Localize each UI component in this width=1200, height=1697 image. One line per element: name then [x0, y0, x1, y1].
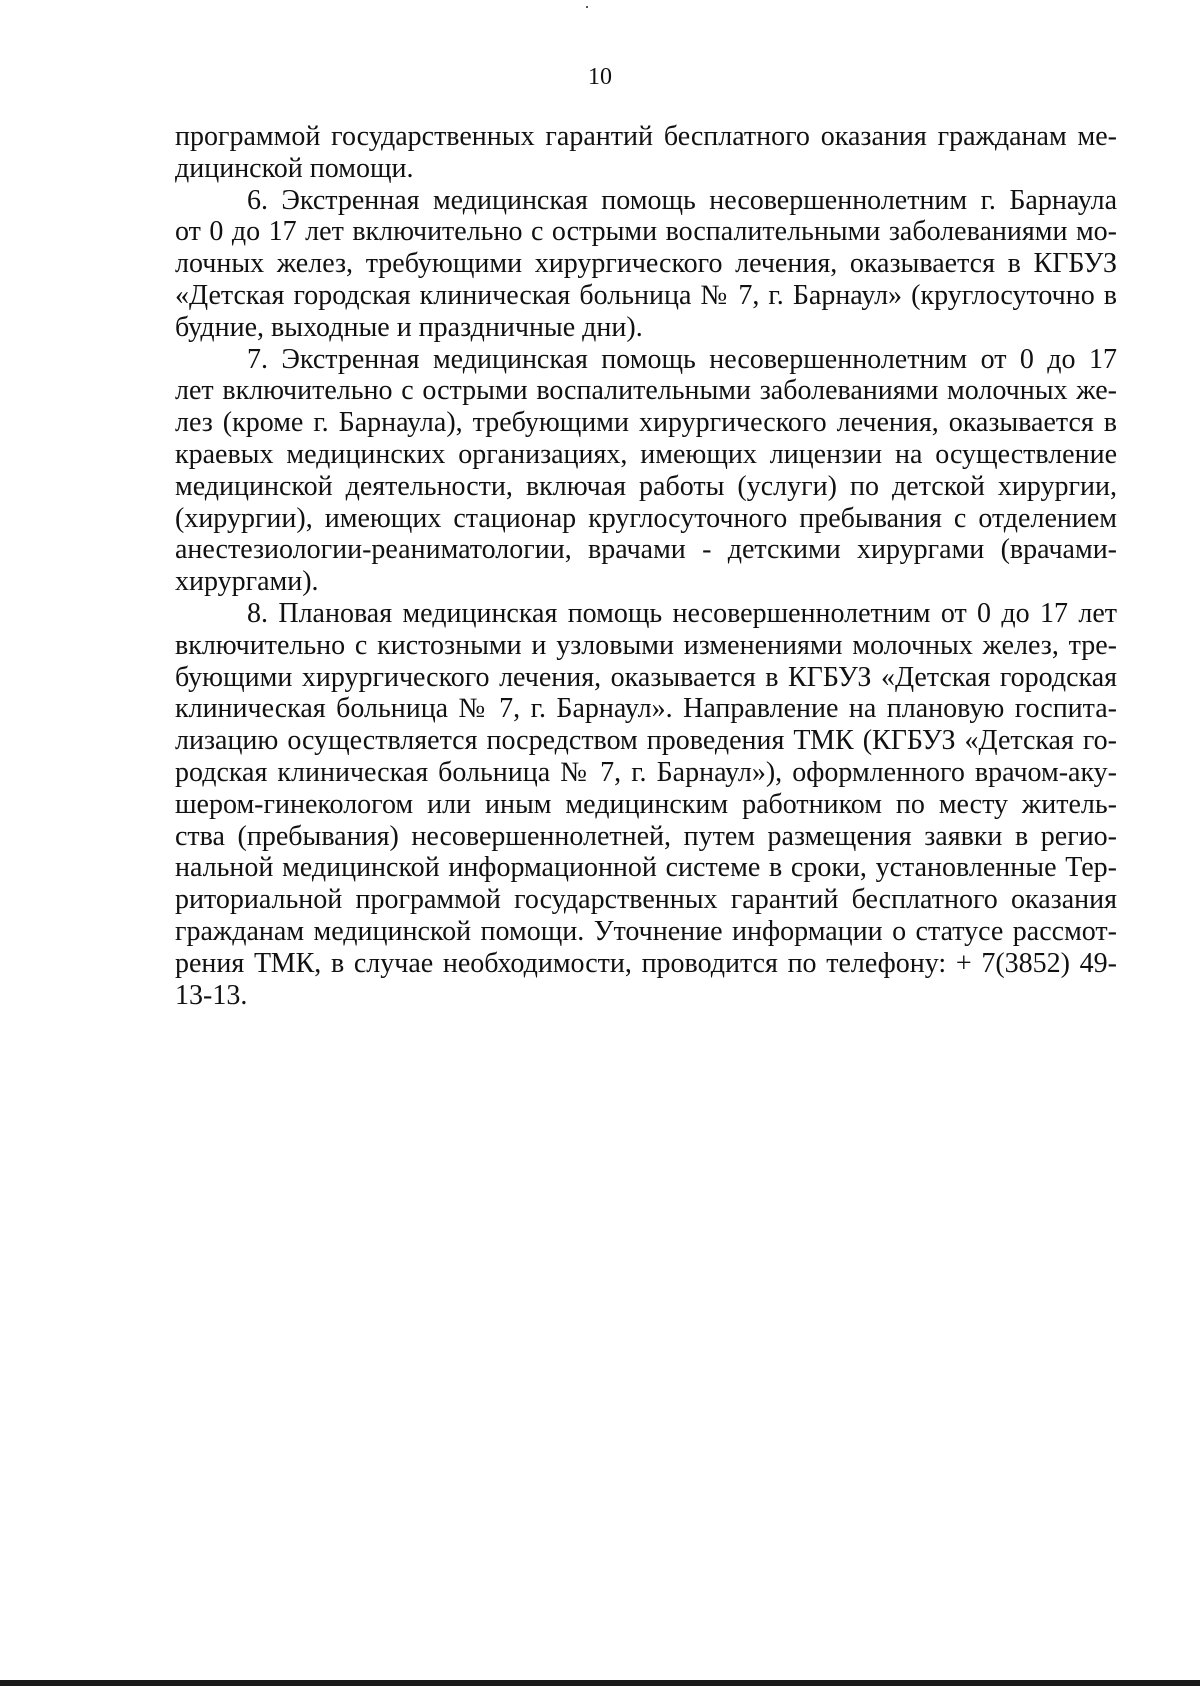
text-line: лет включительно с острыми воспалительными заболеваниями молочных же-: [175, 375, 1117, 407]
text-line: лочных желез, требующими хирургического лечения, оказывается в КГБУЗ: [175, 248, 1117, 280]
page-bottom-edge: [0, 1680, 1200, 1686]
text-line: краевых медицинских организациях, имеющих лицензии на осуществление: [175, 438, 1117, 470]
text-line: лез (кроме г. Барнаула), требующими хирургического лечения, оказывается в: [175, 407, 1117, 439]
text-line: шером-гинекологом или иным медицинским работником по месту житель-: [175, 788, 1117, 820]
text-line: программой государственных гарантий бесплатного оказания гражданам ме-: [175, 121, 1117, 152]
text-line: ства (пребывания) несовершеннолетней, путем размещения заявки в регио-: [175, 820, 1117, 852]
text-line: анестезиологии-реаниматологии, врачами - детскими хирургами (врачами-: [175, 534, 1117, 566]
text-line: клиническая больница № 7, г. Барнаул». Направление на плановую госпита-: [175, 693, 1117, 725]
text-line: 6. Экстренная медицинская помощь несовершеннолетним г. Барнаула: [247, 184, 1117, 216]
text-line: риториальной программой государственных гарантий бесплатного оказания: [175, 884, 1117, 916]
text-line: гражданам медицинской помощи. Уточнение информации о статусе рассмот-: [175, 915, 1117, 947]
document-body: [175, 121, 1117, 1011]
text-line: 13-13.: [175, 979, 248, 1011]
text-line: (хирургии), имеющих стационар круглосуточного пребывания с отделением: [175, 502, 1117, 534]
text-line: бующими хирургического лечения, оказывается в КГБУЗ «Детская городская: [175, 661, 1117, 693]
text-line: рения ТМК, в случае необходимости, проводится по телефону: + 7(3852) 49-: [175, 947, 1117, 979]
text-line: от 0 до 17 лет включительно с острыми воспалительными заболеваниями мо-: [175, 216, 1117, 248]
text-line: нальной медицинской информационной системе в сроки, установленные Тер-: [175, 852, 1117, 884]
text-line: 7. Экстренная медицинская помощь несовершеннолетним от 0 до 17: [247, 343, 1117, 375]
text-line: включительно с кистозными и узловыми изменениями молочных желез, тре-: [175, 629, 1117, 661]
text-line: лизацию осуществляется посредством проведения ТМК (КГБУЗ «Детская го-: [175, 725, 1117, 757]
text-line: будние, выходные и праздничные дни).: [175, 311, 643, 343]
text-line: дицинской помощи.: [175, 152, 414, 184]
text-line: 8. Плановая медицинская помощь несовершеннолетним от 0 до 17 лет: [247, 597, 1117, 629]
text-line: хирургами).: [175, 566, 319, 598]
text-line: родская клиническая больница № 7, г. Барнаул»), оформленного врачом-аку-: [175, 756, 1117, 788]
text-line: «Детская городская клиническая больница № 7, г. Барнаул» (круглосуточно в: [175, 279, 1117, 311]
page-number: 10: [588, 64, 612, 90]
scan-artifact: [586, 6, 588, 8]
text-line: медицинской деятельности, включая работы (услуги) по детской хирургии,: [175, 470, 1117, 502]
